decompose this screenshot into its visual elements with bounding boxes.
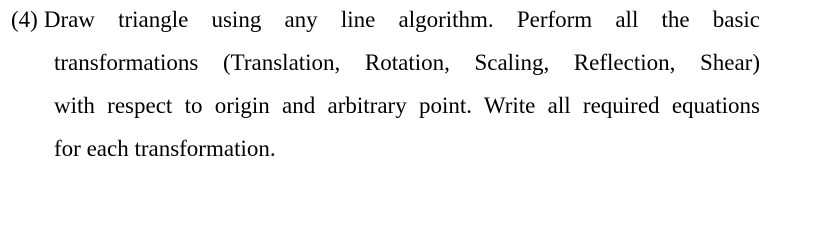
question-text-line-2: transformations (Translation, Rotation, Scaling, Reflection, Shear) bbox=[54, 50, 760, 75]
question-line-1 bbox=[11, 6, 760, 34]
question-text-line-4: for each transformation. bbox=[54, 136, 276, 161]
question-text-line-1: Draw triangle using any line algorithm. Perform all the basic bbox=[43, 7, 760, 32]
question-text-line-3: with respect to origin and arbitrary point. Write all required equations bbox=[54, 93, 760, 118]
question-number: (4) bbox=[11, 7, 38, 32]
